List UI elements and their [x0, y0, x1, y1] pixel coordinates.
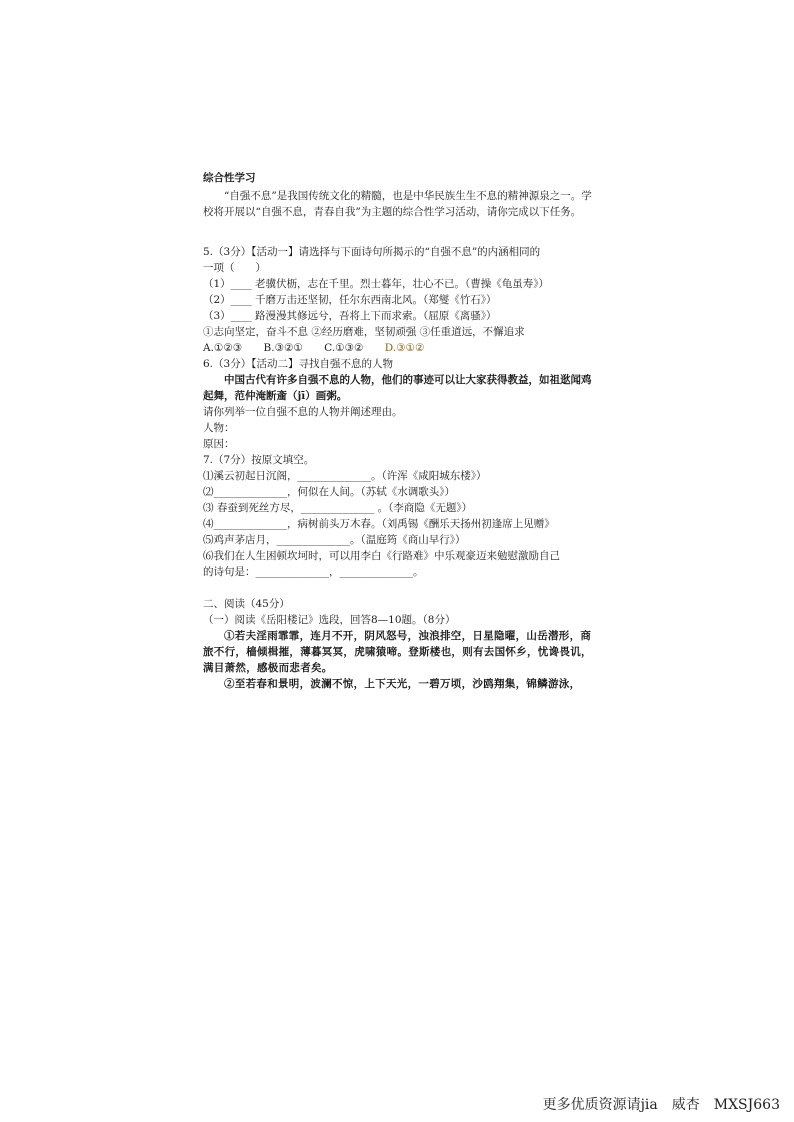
- q5-option-a: A.①②③: [203, 342, 243, 354]
- q5-meaning-1: ①志向坚定，奋斗不息: [203, 326, 308, 338]
- q7-line-5: ⑸鸡声茅店月，______________。（温庭筠《商山早行》）: [203, 534, 466, 546]
- question-7: [203, 452, 595, 580]
- q6-reason-label: 原因：: [203, 438, 235, 450]
- passage-paragraph-1: ①若夫淫雨霏霏，连月不开，阴风怒号，浊浪排空，日星隐曜，山岳潜形，商旅不行，樯倾楫摧，薄暮冥冥，虎啸猿啼。登斯楼也，则有去国怀乡，忧谗畏讥，满目萧然，感极而悲者矣。: [203, 630, 592, 674]
- q7-line-4: ⑷______________，病树前头万木春。（刘禹锡《酬乐天扬州初逢席上见赠》: [203, 518, 555, 530]
- q7-stem: 7.（7分）按原文填空。: [203, 454, 315, 466]
- spacer: [203, 220, 595, 244]
- q5-stem-cont: 一项（ ）: [203, 262, 266, 274]
- reading-section: [203, 596, 595, 692]
- document-body: [203, 170, 595, 692]
- q7-line-1: ⑴溪云初起日沉阁，______________。（许浑《咸阳城东楼》）: [203, 470, 487, 482]
- q5-line-2: （2）____ 千磨万击还坚韧，任尔东西南北风。（郑燮《竹石》）: [203, 294, 497, 306]
- q5-option-c: C.①③②: [324, 342, 364, 354]
- passage-paragraph-2: ②至若春和景明，波澜不惊，上下天光，一碧万顷，沙鸥翔集，锦鳞游泳，: [224, 678, 581, 690]
- q6-text: 中国古代有许多自强不息的人物，他们的事迹可以让大家获得教益，如祖逖闻鸡起舞，范仲淹断齑（jī）画粥。: [203, 374, 592, 402]
- q6-task: 请你列举一位自强不息的人物并阐述理由。: [203, 406, 403, 418]
- q5-option-b: B.③②①: [263, 342, 303, 354]
- footer-watermark: 更多优质资源请jia 威杏 MXSJ663: [542, 1097, 780, 1113]
- q7-line-7: 的诗句是：______________，______________。: [203, 566, 424, 578]
- q5-meaning-2: ②经历磨难，坚韧顽强: [311, 326, 417, 338]
- q5-line-1: （1）____ 老骥伏枥，志在千里。烈士暮年，壮心不已。（曹操《龟虽寿》）: [203, 278, 550, 290]
- question-5: [203, 244, 595, 356]
- q5-meanings: [203, 324, 595, 340]
- q7-line-6: ⑹我们在人生困顿坎坷时，可以用李白《行路难》中乐观豪迈来勉慰激励自己: [203, 550, 560, 562]
- q5-line-3: （3）____ 路漫漫其修远兮，吾将上下而求索。（屈原《离骚》）: [203, 310, 497, 322]
- q6-person-label: 人物：: [203, 422, 235, 434]
- question-6: [203, 356, 595, 452]
- section-intro: “自强不息”是我国传统文化的精髓，也是中华民族生生不息的精神源泉之一。学校将开展以“自强不息，青春自我”为主题的综合性学习活动，请你完成以下任务。: [203, 190, 592, 218]
- q7-line-2: ⑵______________，何似在人间。（苏轼《水调歌头》）: [203, 486, 455, 498]
- section-title: 综合性学习: [203, 172, 256, 184]
- q5-meaning-3: ③任重道远，不懈追求: [419, 326, 525, 338]
- q5-option-d: D.③①②: [384, 342, 425, 354]
- q7-line-3: ⑶ 春蚕到死丝方尽，______________ 。（李商隐《无题》）: [203, 502, 473, 514]
- spacer: [203, 580, 595, 596]
- q6-stem: 6.（3分）【活动二】寻找自强不息的人物: [203, 358, 393, 370]
- q5-stem: 5.（3分）【活动一】请选择与下面诗句所揭示的“自强不息”的内涵相同的: [203, 246, 541, 258]
- reading-title: 二、阅读（45分）: [203, 598, 290, 610]
- q5-options: [203, 340, 595, 356]
- reading-subtitle: （一）阅读《岳阳楼记》选段，回答8—10题。（8分）: [203, 614, 456, 626]
